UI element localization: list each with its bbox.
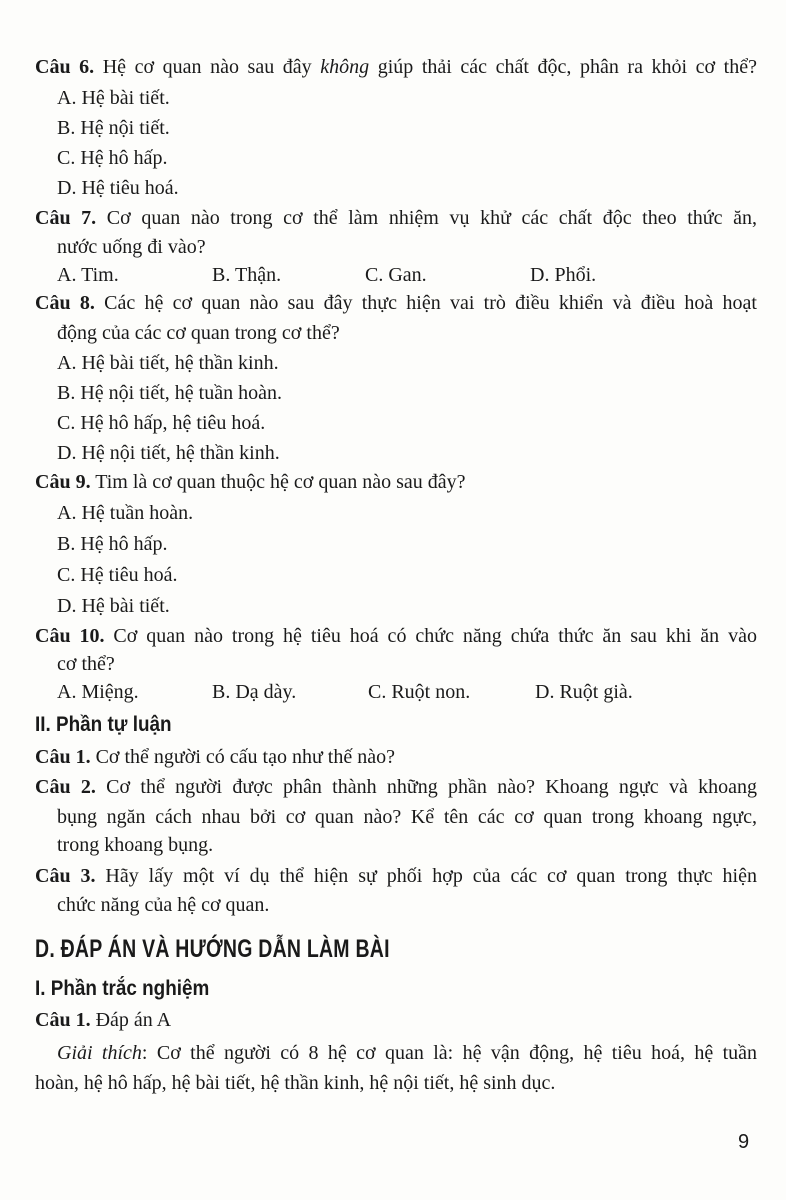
- answer-label: Câu 1.: [35, 1009, 91, 1031]
- option: B. Hệ nội tiết, hệ tuần hoàn.: [57, 382, 282, 404]
- answer-text: Đáp án A: [90, 1009, 172, 1031]
- question-text: Cơ quan nào trong hệ tiêu hoá có chức năng chứa thức ăn sau khi ăn vào: [104, 625, 757, 647]
- option: C. Hệ tiêu hoá.: [57, 564, 178, 586]
- option: C. Hệ hô hấp, hệ tiêu hoá.: [57, 412, 266, 434]
- question-label: Câu 7.: [35, 207, 97, 229]
- option: C. Ruột non.: [368, 681, 471, 703]
- explanation: [57, 1041, 757, 1065]
- question-label: Câu 6.: [35, 56, 95, 78]
- question-text: Hệ cơ quan nào sau đây: [94, 56, 321, 78]
- option: B. Hệ hô hấp.: [57, 533, 168, 555]
- question-7: [35, 206, 757, 230]
- question-text: Tim là cơ quan thuộc hệ cơ quan nào sau đây?: [90, 471, 466, 493]
- option: A. Miệng.: [57, 681, 139, 703]
- question-label: Câu 3.: [35, 865, 96, 887]
- question-label: Câu 10.: [35, 625, 105, 647]
- question-text: chức năng của hệ cơ quan.: [57, 894, 270, 916]
- option: C. Gan.: [365, 264, 427, 286]
- question-text: bụng ngăn cách nhau bởi cơ quan nào? Kể tên các cơ quan trong khoang ngực,: [57, 806, 757, 828]
- option: A. Hệ bài tiết.: [57, 87, 170, 109]
- essay-question-3: [35, 864, 757, 888]
- essay-question-1: [35, 745, 395, 769]
- option: D. Hệ tiêu hoá.: [57, 177, 179, 199]
- question-text: nước uống đi vào?: [57, 236, 206, 258]
- explanation-text: : Cơ thể người có 8 hệ cơ quan là: hệ vận động, hệ tiêu hoá, hệ tuần: [141, 1042, 757, 1064]
- question-text: Cơ thể người được phân thành những phần nào? Khoang ngực và khoang: [95, 776, 757, 798]
- page-number: 9: [738, 1131, 750, 1153]
- question-9: [35, 470, 466, 494]
- option: A. Hệ tuần hoàn.: [57, 502, 194, 524]
- question-text: cơ thể?: [57, 653, 115, 675]
- question-text: động của các cơ quan trong cơ thể?: [57, 322, 340, 344]
- option: D. Hệ nội tiết, hệ thần kinh.: [57, 442, 280, 464]
- question-text: Cơ quan nào trong cơ thể làm nhiệm vụ khử các chất độc theo thức ăn,: [96, 207, 757, 229]
- option: B. Dạ dày.: [212, 681, 297, 703]
- answer-1: [35, 1008, 171, 1032]
- question-6: [35, 55, 757, 79]
- question-label: Câu 8.: [35, 292, 95, 314]
- question-text: giúp thải các chất độc, phân ra khỏi cơ thể?: [369, 56, 757, 78]
- option: A. Hệ bài tiết, hệ thần kinh.: [57, 352, 279, 374]
- option: D. Phổi.: [530, 264, 597, 286]
- question-emphasis: không: [320, 56, 370, 78]
- section-heading-answers: D. ĐÁP ÁN VÀ HƯỚNG DẪN LÀM BÀI: [35, 935, 390, 963]
- question-10: [35, 624, 757, 648]
- question-text: Các hệ cơ quan nào sau đây thực hiện vai trò điều khiển và điều hoà hoạt: [94, 292, 757, 314]
- essay-question-2: [35, 775, 757, 799]
- option: A. Tim.: [57, 264, 119, 286]
- option: D. Ruột già.: [535, 681, 633, 703]
- question-8: [35, 291, 757, 315]
- question-label: Câu 1.: [35, 746, 91, 768]
- question-text: trong khoang bụng.: [57, 834, 214, 856]
- option: B. Hệ nội tiết.: [57, 117, 170, 139]
- subheading-multiple-choice: I. Phần trắc nghiệm: [35, 977, 210, 1000]
- question-text: Cơ thể người có cấu tạo như thế nào?: [90, 746, 395, 768]
- question-label: Câu 2.: [35, 776, 96, 798]
- option: D. Hệ bài tiết.: [57, 595, 170, 617]
- section-heading-essay: II. Phần tự luận: [35, 713, 172, 736]
- explanation-text: hoàn, hệ hô hấp, hệ bài tiết, hệ thần kinh, hệ nội tiết, hệ sinh dục.: [35, 1072, 556, 1094]
- question-label: Câu 9.: [35, 471, 91, 493]
- option: B. Thận.: [212, 264, 282, 286]
- explanation-label: Giải thích: [57, 1042, 142, 1064]
- option: C. Hệ hô hấp.: [57, 147, 168, 169]
- question-text: Hãy lấy một ví dụ thể hiện sự phối hợp của các cơ quan trong thực hiện: [95, 865, 757, 887]
